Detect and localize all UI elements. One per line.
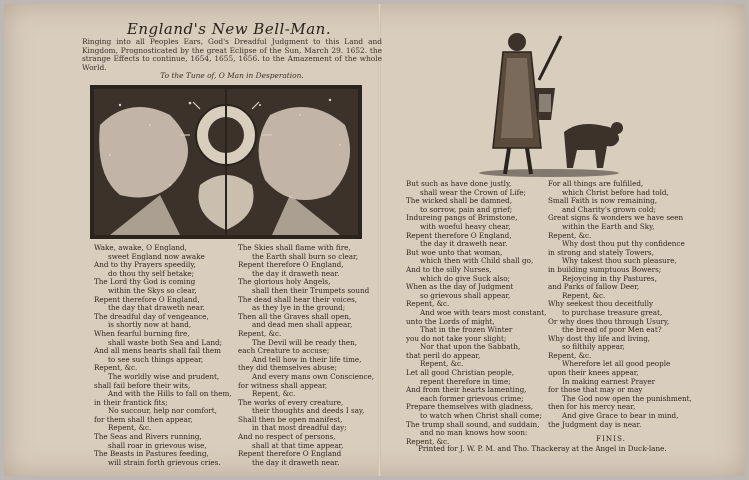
- verse-line: for witness shall appear,: [238, 380, 328, 390]
- bellman-woodcut: [469, 28, 629, 178]
- verse-line: Repent therefore O England,: [94, 294, 200, 304]
- verse-line: and dead men shall appear,: [252, 320, 353, 330]
- verse-line: Nor that upon the Sabbath,: [420, 342, 521, 352]
- verse-line: The Seas and Rivers running,: [94, 432, 202, 442]
- verse-line: And to thy Prayers speedily,: [94, 260, 196, 270]
- verse-line: No succour, help nor comfort,: [108, 406, 217, 416]
- verse-line: so grievous shall appear,: [420, 290, 511, 300]
- verse-line: Repent, &c.: [252, 389, 296, 399]
- verse-line: that peril do appear,: [406, 350, 481, 360]
- verse-line: and Charity's grown cold;: [562, 204, 656, 214]
- eclipse-woodcut: [90, 85, 362, 239]
- verse-line: The works of every creature,: [238, 397, 344, 407]
- verse-line: in their frantick fits;: [94, 397, 168, 407]
- verse-line: Wherefore let all good people: [562, 359, 671, 369]
- verse-line: And all mens hearts shall fail them: [94, 346, 221, 356]
- verse-line: The God now open the punishment,: [562, 393, 692, 403]
- verse-line: Why takest thou such pleasure,: [562, 256, 677, 266]
- verse-line: you do not take your slight;: [406, 333, 507, 343]
- verse-line: which do give Suck also;: [420, 273, 510, 283]
- verse-line: shall roar in grievous wise,: [108, 440, 207, 450]
- verse-line: The Skies shall flame with fire,: [238, 243, 351, 252]
- verse-line: The wicked shall be damned,: [406, 196, 513, 206]
- verse-column-4: [548, 180, 692, 429]
- verse-line: Why dost thou put thy confidence: [562, 239, 685, 249]
- verse-line: The Lord thy God is coming: [94, 277, 196, 287]
- verse-line: Repent, &c.: [548, 230, 592, 240]
- verse-line: in that most dreadful day;: [252, 423, 347, 433]
- verse-line: And from their hearts lamenting,: [406, 385, 527, 395]
- verse-line: The Devil will be ready then,: [252, 337, 357, 347]
- verse-line: The dead shall hear their voices,: [238, 294, 358, 304]
- verse-line: Repent, &c.: [406, 299, 450, 309]
- verse-line: sweet England now awake: [108, 251, 205, 261]
- verse-line: Rejoycing in thy Pastures,: [562, 273, 657, 283]
- verse-column-1: [94, 244, 232, 467]
- verse-column-2: [238, 244, 374, 467]
- subtitle-text: Ringing into all Peoples Ears, God's Dreadful Judgment to this Land and Kingdom, Prognosticated by the great Eclipse of the Sun, March 29. 1652. the strange Effects to continue, 1654, 1655, 1656. to the Amazement of the whole World.: [82, 37, 382, 72]
- verse-line: Repent therefore O England,: [406, 230, 512, 240]
- verse-line: the day it draweth near.: [420, 239, 508, 249]
- ballad-subtitle: [82, 38, 382, 81]
- verse-line: shall wear the Crown of Life;: [420, 187, 526, 197]
- verse-line: Repent, &c.: [548, 350, 592, 360]
- verse-line: Repent therefore O England: [238, 449, 342, 459]
- verse-line: And no respect of persons,: [238, 432, 336, 442]
- verse-line: to see such things appear,: [108, 354, 204, 364]
- verse-line: But such as have done justly,: [406, 179, 512, 188]
- verse-line: the day it draweth near.: [252, 457, 340, 467]
- verse-line: to watch when Christ shall come;: [420, 411, 542, 421]
- verse-line: When as the day of Judgment: [406, 282, 514, 292]
- verse-line: is shortly now at hand,: [108, 320, 192, 330]
- verse-line: Repent, &c.: [562, 290, 606, 300]
- verse-line: When fearful burning fire,: [94, 328, 190, 338]
- verse-line: they did themselves abuse;: [238, 363, 337, 373]
- verse-line: unto the Lords of might,: [406, 316, 495, 326]
- verse-line: their thoughts and deeds I say,: [252, 406, 365, 416]
- verse-line: to purchase treasure great,: [562, 307, 663, 317]
- verse-line: The Beasts in Pastures feeding,: [94, 449, 209, 459]
- verse-line: That in the frozen Winter: [420, 325, 513, 335]
- verse-line: Great signs & wonders we have seen: [548, 213, 684, 223]
- verse-line: shall waste both Sea and Land;: [108, 337, 223, 347]
- verse-column-3: [406, 180, 546, 446]
- verse-line: Repent, &c.: [94, 363, 138, 373]
- verse-line: which Christ before had told,: [562, 187, 669, 197]
- verse-line: shall at that time appear,: [252, 440, 344, 450]
- verse-line: to sorrow, pain and grief;: [420, 204, 513, 214]
- verse-line: Indureing pangs of Brimstone,: [406, 213, 518, 223]
- verse-line: will strain forth grievous cries.: [108, 457, 221, 467]
- verse-line: Then all the Graves shall open,: [238, 311, 352, 321]
- verse-line: in strong and stately Towers,: [548, 247, 654, 257]
- verse-line: And with the Hills to fall on them,: [108, 389, 232, 399]
- verse-line: Repent, &c.: [406, 436, 450, 446]
- verse-line: upon their knees appear,: [548, 368, 639, 378]
- verse-line: so filthily appear,: [562, 342, 625, 352]
- verse-line: Repent, &c.: [108, 423, 152, 433]
- verse-line: the Judgment day is near.: [548, 419, 642, 429]
- verse-line: Prepare themselves with gladness,: [406, 402, 534, 412]
- verse-line: the Earth shall burn so clear,: [252, 251, 358, 261]
- verse-line: And to the silly Nurses,: [406, 264, 492, 274]
- verse-line: In making earnest Prayer: [562, 376, 656, 386]
- verse-line: But woe unto that woman,: [406, 247, 503, 257]
- verse-line: and no man knows how soon:: [420, 428, 528, 438]
- verse-line: The glorious holy Angels,: [238, 277, 331, 287]
- verse-line: And every mans own Conscience,: [252, 371, 375, 381]
- verse-line: repent therefore in time;: [420, 376, 511, 386]
- verse-line: Or why does thou through Usury,: [548, 316, 670, 326]
- verse-line: the day it draweth near.: [252, 268, 340, 278]
- verse-line: for those that may or may: [548, 385, 643, 395]
- verse-line: The worldly wise and prudent,: [108, 371, 220, 381]
- verse-line: And tell how in their life time,: [252, 354, 362, 364]
- verse-line: each former grievous crime;: [420, 393, 524, 403]
- verse-line: shall then their Trumpets sound: [252, 285, 370, 295]
- verse-line: within the Skys so clear,: [108, 285, 197, 295]
- verse-line: Why dost thy life and living,: [548, 333, 651, 343]
- verse-line: Repent therefore O England,: [238, 260, 344, 270]
- verse-line: do thou thy self betake;: [108, 268, 195, 278]
- verse-line: The dreadful day of vengeance,: [94, 311, 209, 321]
- verse-line: then for his mercy near,: [548, 402, 636, 412]
- verse-line: Repent, &c.: [238, 328, 282, 338]
- verse-line: each Creature to accuse;: [238, 346, 330, 356]
- verse-line: And woe with tears most constant,: [420, 307, 547, 317]
- verse-line: which then with Child shall go,: [420, 256, 534, 266]
- subtitle-tune: To the Tune of, O Man in Desperation.: [160, 71, 304, 81]
- finis-mark: FINIS.: [596, 434, 626, 443]
- verse-line: Repent, &c.: [420, 359, 464, 369]
- verse-line: Shall then be open manifest,: [238, 414, 343, 424]
- verse-line: For all things are fulfilled,: [548, 179, 644, 188]
- verse-line: with woeful heavy chear,: [420, 221, 511, 231]
- verse-line: Small Faith is now remaining,: [548, 196, 657, 206]
- verse-line: in building sumptuous Bowers;: [548, 264, 662, 274]
- verse-line: And give Grace to bear in mind,: [562, 411, 679, 421]
- printer-imprint: Printed for J. W. P. M. and Tho. Thackeray at the Angel in Duck-lane.: [418, 444, 667, 453]
- verse-line: shall fail before their wits,: [94, 380, 191, 390]
- verse-line: as they lye in the ground;: [252, 303, 346, 313]
- verse-line: the bread of poor Men eat?: [562, 325, 662, 335]
- verse-line: Wake, awake, O England,: [94, 243, 187, 252]
- verse-line: Let all good Christian people,: [406, 368, 515, 378]
- verse-line: The trump shall sound, and suddain,: [406, 419, 540, 429]
- verse-line: Why seekest thou deceitfully: [548, 299, 654, 309]
- ballad-title: England's New Bell-Man.: [126, 20, 332, 38]
- verse-line: the day that draweth near.: [108, 303, 205, 313]
- verse-line: for them shall then appear,: [94, 414, 193, 424]
- verse-line: and Parks of fallow Deer,: [548, 282, 640, 292]
- verse-line: within the Earth and Sky,: [562, 221, 655, 231]
